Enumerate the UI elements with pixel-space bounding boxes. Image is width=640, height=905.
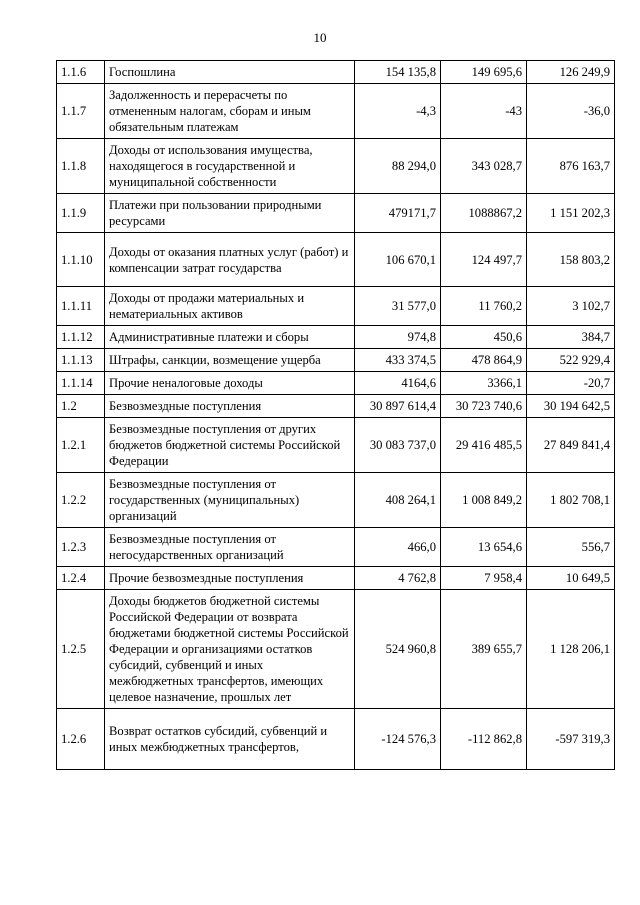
- row-value-1: 106 670,1: [355, 233, 441, 287]
- row-name: Задолженность и перерасчеты по отмененным налогам, сборам и иным обязательным платежам: [105, 84, 355, 139]
- row-value-3: -20,7: [527, 372, 615, 395]
- row-code: 1.1.10: [57, 233, 105, 287]
- row-name: Доходы от продажи материальных и нематериальных активов: [105, 287, 355, 326]
- table-row: [57, 233, 615, 287]
- row-value-3: 876 163,7: [527, 139, 615, 194]
- row-name: Возврат остатков субсидий, субвенций и иных межбюджетных трансфертов,: [105, 709, 355, 770]
- row-value-1: 479171,7: [355, 194, 441, 233]
- row-name: Платежи при пользовании природными ресурсами: [105, 194, 355, 233]
- row-name: Госпошлина: [105, 61, 355, 84]
- row-value-3: 1 128 206,1: [527, 590, 615, 709]
- row-value-1: 524 960,8: [355, 590, 441, 709]
- row-value-2: 13 654,6: [441, 528, 527, 567]
- row-value-3: 384,7: [527, 326, 615, 349]
- row-value-2: 29 416 485,5: [441, 418, 527, 473]
- row-value-1: 154 135,8: [355, 61, 441, 84]
- row-value-1: 4164,6: [355, 372, 441, 395]
- row-value-2: 7 958,4: [441, 567, 527, 590]
- row-value-2: 389 655,7: [441, 590, 527, 709]
- table-row: [57, 473, 615, 528]
- row-value-3: 522 929,4: [527, 349, 615, 372]
- row-name: Безвозмездные поступления от других бюджетов бюджетной системы Российской Федерации: [105, 418, 355, 473]
- table-row: [57, 567, 615, 590]
- row-code: 1.2.2: [57, 473, 105, 528]
- row-code: 1.1.13: [57, 349, 105, 372]
- row-value-1: 466,0: [355, 528, 441, 567]
- row-code: 1.1.12: [57, 326, 105, 349]
- table-row: [57, 528, 615, 567]
- row-value-1: 88 294,0: [355, 139, 441, 194]
- row-value-3: 126 249,9: [527, 61, 615, 84]
- row-value-2: 3366,1: [441, 372, 527, 395]
- row-value-3: -36,0: [527, 84, 615, 139]
- row-name: Безвозмездные поступления от государственных (муниципальных) организаций: [105, 473, 355, 528]
- row-value-2: -43: [441, 84, 527, 139]
- row-value-1: 31 577,0: [355, 287, 441, 326]
- row-value-1: 433 374,5: [355, 349, 441, 372]
- row-code: 1.1.14: [57, 372, 105, 395]
- table-row: [57, 61, 615, 84]
- row-value-3: 1 802 708,1: [527, 473, 615, 528]
- row-value-3: -597 319,3: [527, 709, 615, 770]
- row-value-3: 158 803,2: [527, 233, 615, 287]
- row-code: 1.2: [57, 395, 105, 418]
- row-code: 1.2.6: [57, 709, 105, 770]
- row-name: Прочие безвозмездные поступления: [105, 567, 355, 590]
- row-name: Доходы бюджетов бюджетной системы Российской Федерации от возврата бюджетами бюджетной системы Российской Федерации и организациями остатков субсидий, субвенций и иных межбюджетных трансфертов, имеющих целевое назначение, прошлых лет: [105, 590, 355, 709]
- row-code: 1.1.6: [57, 61, 105, 84]
- budget-revenue-table: [56, 60, 615, 770]
- row-value-1: -4,3: [355, 84, 441, 139]
- row-value-3: 27 849 841,4: [527, 418, 615, 473]
- row-value-2: -112 862,8: [441, 709, 527, 770]
- row-value-3: 1 151 202,3: [527, 194, 615, 233]
- row-value-1: 974,8: [355, 326, 441, 349]
- row-value-2: 450,6: [441, 326, 527, 349]
- row-code: 1.2.4: [57, 567, 105, 590]
- row-name: Безвозмездные поступления от негосударственных организаций: [105, 528, 355, 567]
- table-row: [57, 194, 615, 233]
- table-row: [57, 590, 615, 709]
- row-name: Прочие неналоговые доходы: [105, 372, 355, 395]
- row-code: 1.1.8: [57, 139, 105, 194]
- row-name: Штрафы, санкции, возмещение ущерба: [105, 349, 355, 372]
- row-value-1: -124 576,3: [355, 709, 441, 770]
- table-row: [57, 709, 615, 770]
- row-code: 1.2.3: [57, 528, 105, 567]
- table-row: [57, 326, 615, 349]
- row-value-2: 1 008 849,2: [441, 473, 527, 528]
- row-value-1: 408 264,1: [355, 473, 441, 528]
- row-value-3: 556,7: [527, 528, 615, 567]
- row-name: Доходы от использования имущества, находящегося в государственной и муниципальной собственности: [105, 139, 355, 194]
- row-value-1: 30 083 737,0: [355, 418, 441, 473]
- row-code: 1.2.5: [57, 590, 105, 709]
- row-value-2: 124 497,7: [441, 233, 527, 287]
- row-value-1: 4 762,8: [355, 567, 441, 590]
- table-row: [57, 395, 615, 418]
- row-name: Доходы от оказания платных услуг (работ) и компенсации затрат государства: [105, 233, 355, 287]
- page-number: 10: [313, 30, 327, 45]
- row-value-3: 30 194 642,5: [527, 395, 615, 418]
- table-row: [57, 372, 615, 395]
- row-name: Безвозмездные поступления: [105, 395, 355, 418]
- table-row: [57, 287, 615, 326]
- row-value-2: 11 760,2: [441, 287, 527, 326]
- row-value-2: 478 864,9: [441, 349, 527, 372]
- row-value-2: 1088867,2: [441, 194, 527, 233]
- row-value-2: 149 695,6: [441, 61, 527, 84]
- row-value-1: 30 897 614,4: [355, 395, 441, 418]
- row-code: 1.2.1: [57, 418, 105, 473]
- table-row: [57, 418, 615, 473]
- row-value-3: 10 649,5: [527, 567, 615, 590]
- table-row: [57, 139, 615, 194]
- row-name: Административные платежи и сборы: [105, 326, 355, 349]
- row-code: 1.1.11: [57, 287, 105, 326]
- row-code: 1.1.7: [57, 84, 105, 139]
- table-row: [57, 84, 615, 139]
- row-code: 1.1.9: [57, 194, 105, 233]
- table-row: [57, 349, 615, 372]
- row-value-2: 30 723 740,6: [441, 395, 527, 418]
- row-value-3: 3 102,7: [527, 287, 615, 326]
- row-value-2: 343 028,7: [441, 139, 527, 194]
